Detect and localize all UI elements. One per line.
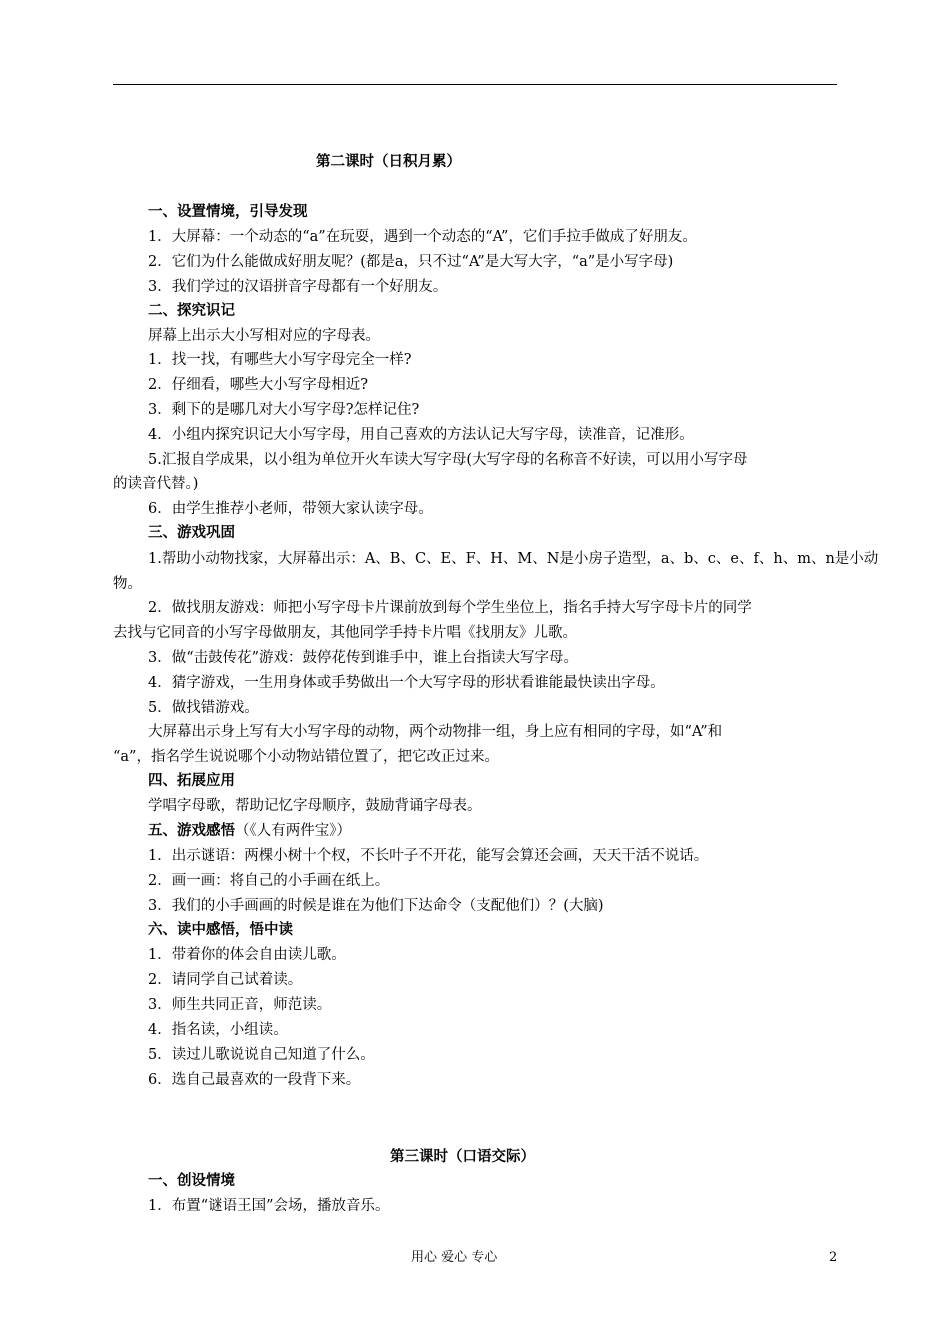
line-text: 2．做找朋友游戏：师把小写字母卡片课前放到每个学生坐位上，指名手持大写字母卡片的同学 bbox=[148, 600, 752, 616]
line-text: 的读音代替。) bbox=[113, 476, 199, 492]
text-line bbox=[113, 747, 499, 767]
text-line bbox=[148, 499, 433, 519]
text-line bbox=[148, 277, 447, 297]
line-text: 6．由学生推荐小老师，带领大家认读字母。 bbox=[148, 501, 433, 517]
line-text: “a”，指名学生说说哪个小动物站错位置了，把它改正过来。 bbox=[113, 749, 499, 765]
text-line bbox=[148, 796, 482, 816]
text-line bbox=[148, 549, 878, 569]
section-heading bbox=[148, 920, 293, 940]
text-line bbox=[148, 252, 673, 272]
section-heading bbox=[148, 771, 235, 791]
line-text: 3．剩下的是哪几对大小写字母?怎样记住? bbox=[148, 402, 420, 418]
line-text: 5.汇报自学成果，以小组为单位开火车读大写字母(大写字母的名称音不好读，可以用小写字母 bbox=[148, 452, 748, 468]
text-line bbox=[148, 400, 419, 420]
section-heading bbox=[148, 301, 235, 321]
line-text: 1．大屏幕：一个动态的“a”在玩耍，遇到一个动态的“A”，它们手拉手做成了好朋友。 bbox=[148, 229, 697, 245]
line-text: 第二课时（日积月累） bbox=[316, 153, 461, 170]
line-text: 3．做“击鼓传花”游戏：鼓停花传到谁手中，谁上台指读大写字母。 bbox=[148, 650, 579, 666]
text-line bbox=[148, 1070, 360, 1090]
text-line bbox=[148, 227, 697, 247]
line-text: 1．出示谜语：两棵小树十个杈，不长叶子不开花，能写会算还会画，天天干活不说话。 bbox=[148, 848, 709, 864]
section-heading bbox=[148, 1171, 235, 1191]
page-number: 2 bbox=[829, 1250, 838, 1265]
line-text: 1．找一找，有哪些大小写字母完全一样? bbox=[148, 352, 412, 368]
text-line bbox=[148, 1020, 288, 1040]
line-text: 二、探究识记 bbox=[148, 302, 235, 319]
text-line bbox=[148, 871, 389, 891]
line-text: 1.帮助小动物找家，大屏幕出示：A、B、C、E、F、H、M、N是小房子造型，a、b、c、e、f、h、m、n是小动 bbox=[148, 551, 879, 567]
line-text: 5．做找错游戏。 bbox=[148, 700, 259, 716]
line-text: 第三课时（口语交际） bbox=[390, 1148, 535, 1165]
text-line bbox=[148, 945, 346, 965]
line-text: 2．画一画：将自己的小手画在纸上。 bbox=[148, 873, 390, 889]
text-line bbox=[148, 1045, 375, 1065]
text-line bbox=[148, 375, 368, 395]
section-heading bbox=[316, 152, 461, 172]
text-line bbox=[148, 722, 722, 742]
line-text: 2．它们为什么能做成好朋友呢？(都是a，只不过“A”是大写大字，“a”是小写字母) bbox=[148, 254, 674, 270]
line-text-suffix: （《人有两件宝》） bbox=[235, 823, 351, 839]
section-heading bbox=[148, 821, 351, 841]
text-line bbox=[148, 673, 665, 693]
line-text: 物。 bbox=[113, 576, 142, 592]
line-text: 三、游戏巩固 bbox=[148, 524, 235, 541]
text-line bbox=[148, 425, 694, 445]
header-rule bbox=[113, 84, 837, 85]
line-text: 4．小组内探究识记大小写字母，用自己喜欢的方法认记大写字母，读准音，记准形。 bbox=[148, 427, 694, 443]
line-text: 2．请同学自己试着读。 bbox=[148, 972, 303, 988]
line-text: 一、设置情境，引导发现 bbox=[148, 203, 308, 220]
line-text: 4．指名读，小组读。 bbox=[148, 1022, 288, 1038]
text-line bbox=[148, 350, 412, 370]
text-line bbox=[113, 623, 577, 643]
line-text: 3．师生共同正音，师范读。 bbox=[148, 997, 332, 1013]
line-text: 四、拓展应用 bbox=[148, 772, 235, 789]
section-heading bbox=[148, 202, 308, 222]
text-line bbox=[148, 450, 748, 470]
text-line bbox=[113, 474, 198, 494]
line-text: 1．带着你的体会自由读儿歌。 bbox=[148, 947, 346, 963]
line-text: 5．读过儿歌说说自己知道了什么。 bbox=[148, 1047, 375, 1063]
text-line bbox=[148, 1196, 390, 1216]
line-text: 学唱字母歌，帮助记忆字母顺序，鼓励背诵字母表。 bbox=[148, 798, 482, 814]
line-text: 6．选自己最喜欢的一段背下来。 bbox=[148, 1072, 361, 1088]
line-text: 1．布置“谜语王国”会场，播放音乐。 bbox=[148, 1198, 390, 1214]
line-text: 屏幕上出示大小写相对应的字母表。 bbox=[148, 328, 380, 344]
text-line bbox=[148, 648, 578, 668]
line-text: 去找与它同音的小写字母做朋友，其他同学手持卡片唱《找朋友》儿歌。 bbox=[113, 625, 577, 641]
line-text: 3．我们的小手画画的时候是谁在为他们下达命令（支配他们）？(大脑) bbox=[148, 898, 604, 914]
footer-text: 用心 爱心 专心 bbox=[411, 1250, 498, 1265]
text-line bbox=[148, 846, 708, 866]
line-text: 一、创设情境 bbox=[148, 1172, 235, 1189]
text-line bbox=[148, 896, 604, 916]
text-line bbox=[148, 995, 331, 1015]
section-heading bbox=[148, 523, 235, 543]
text-line bbox=[148, 598, 752, 618]
line-text: 4．猜字游戏，一生用身体或手势做出一个大写字母的形状看谁能最快读出字母。 bbox=[148, 675, 665, 691]
section-heading bbox=[390, 1147, 535, 1167]
line-text: 五、游戏感悟 bbox=[148, 822, 235, 839]
line-text: 3．我们学过的汉语拼音字母都有一个好朋友。 bbox=[148, 279, 448, 295]
text-line bbox=[148, 326, 380, 346]
line-text: 六、读中感悟，悟中读 bbox=[148, 921, 293, 938]
line-text: 2．仔细看，哪些大小写字母相近? bbox=[148, 377, 368, 393]
text-line bbox=[148, 698, 259, 718]
line-text: 大屏幕出示身上写有大小写字母的动物，两个动物排一组，身上应有相同的字母，如“A”和 bbox=[148, 724, 723, 740]
text-line bbox=[113, 574, 142, 594]
text-line bbox=[148, 970, 302, 990]
